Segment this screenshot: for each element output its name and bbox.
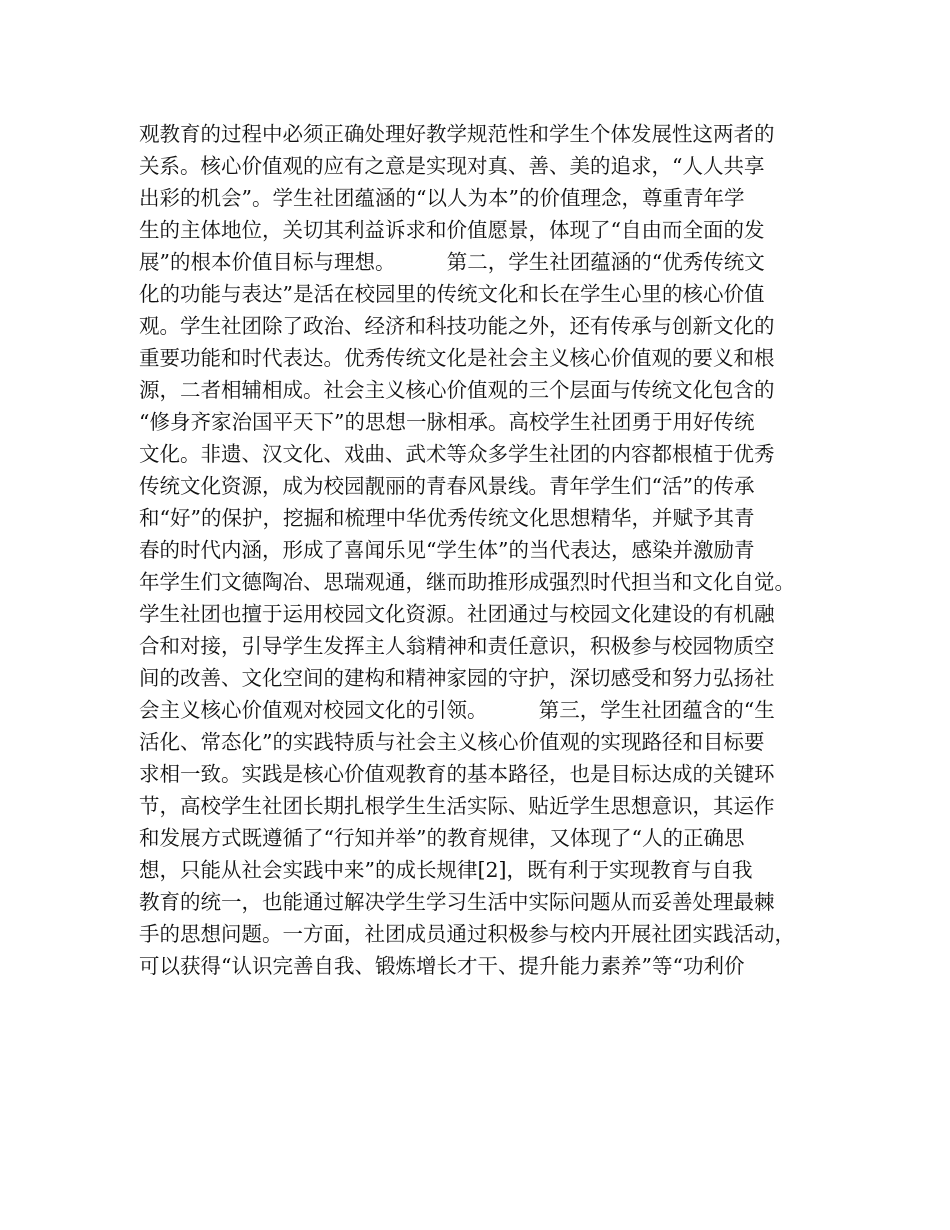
text-line: 年学生们文德陶冶、思瑞观通，继而助推形成强烈时代担当和文化自觉。 (139, 570, 795, 594)
text-line: 手的思想问题。一方面，社团成员通过积极参与校内开展社团实践活动， (139, 922, 795, 946)
text-line: 想，只能从社会实践中来”的成长规律[2]，既有利于实现教育与自我 (139, 858, 753, 882)
body-text (139, 118, 829, 982)
text-line: 出彩的机会”。学生社团蕴涵的“以人为本”的价值理念，尊重青年学 (139, 186, 745, 210)
text-line: “修身齐家治国平天下”的思想一脉相承。高校学生社团勇于用好传统 (139, 410, 755, 434)
text-line: 教育的统一，也能通过解决学生学习生活中实际问题从而妥善处理最棘 (139, 890, 775, 914)
text-line: 观教育的过程中必须正确处理好教学规范性和学生个体发展性这两者的 (139, 122, 775, 146)
text-line: 学生社团也擅于运用校园文化资源。社团通过与校园文化建设的有机融 (139, 602, 775, 626)
text-line: 化的功能与表达”是活在校园里的传统文化和长在学生心里的核心价值 (139, 282, 765, 306)
text-line: 关系。核心价值观的应有之意是实现对真、善、美的追求，“人人共享 (139, 154, 765, 178)
text-line: 春的时代内涵，形成了喜闻乐见“学生体”的当代表达，感染并激励青 (139, 538, 755, 562)
text-line: 和“好”的保护，挖掘和梳理中华优秀传统文化思想精华，并赋予其青 (139, 506, 755, 530)
text-line: 合和对接，引导学生发挥主人翁精神和责任意识，积极参与校园物质空 (139, 634, 775, 658)
text-line: 文化。非遗、汉文化、戏曲、武术等众多学生社团的内容都根植于优秀 (139, 442, 775, 466)
text-line: 节，高校学生社团长期扎根学生生活实际、贴近学生思想意识，其运作 (139, 794, 775, 818)
text-line: 求相一致。实践是核心价值观教育的基本路径，也是目标达成的关键环 (139, 762, 775, 786)
text-line: 和发展方式既遵循了“行知并举”的教育规律，又体现了“人的正确思 (139, 826, 745, 850)
text-line: 会主义核心价值观对校园文化的引领。 第三，学生社团蕴含的“生 (139, 698, 775, 722)
text-line: 传统文化资源，成为校园靓丽的青春风景线。青年学生们“活”的传承 (139, 474, 755, 498)
text-line: 观。学生社团除了政治、经济和科技功能之外，还有传承与创新文化的 (139, 314, 775, 338)
text-line: 源，二者相辅相成。社会主义核心价值观的三个层面与传统文化包含的 (139, 378, 775, 402)
text-line: 间的改善、文化空间的建构和精神家园的守护，深切感受和努力弘扬社 (139, 666, 775, 690)
text-line: 活化、常态化”的实践特质与社会主义核心价值观的实现路径和目标要 (139, 730, 765, 754)
text-line: 生的主体地位，关切其利益诉求和价值愿景，体现了“自由而全面的发 (139, 218, 765, 242)
text-line: 展”的根本价值目标与理想。 第二，学生社团蕴涵的“优秀传统文 (139, 250, 765, 274)
text-line: 重要功能和时代表达。优秀传统文化是社会主义核心价值观的要义和根 (139, 346, 775, 370)
text-line: 可以获得“认识完善自我、锻炼增长才干、提升能力素养”等“功利价 (139, 954, 745, 978)
